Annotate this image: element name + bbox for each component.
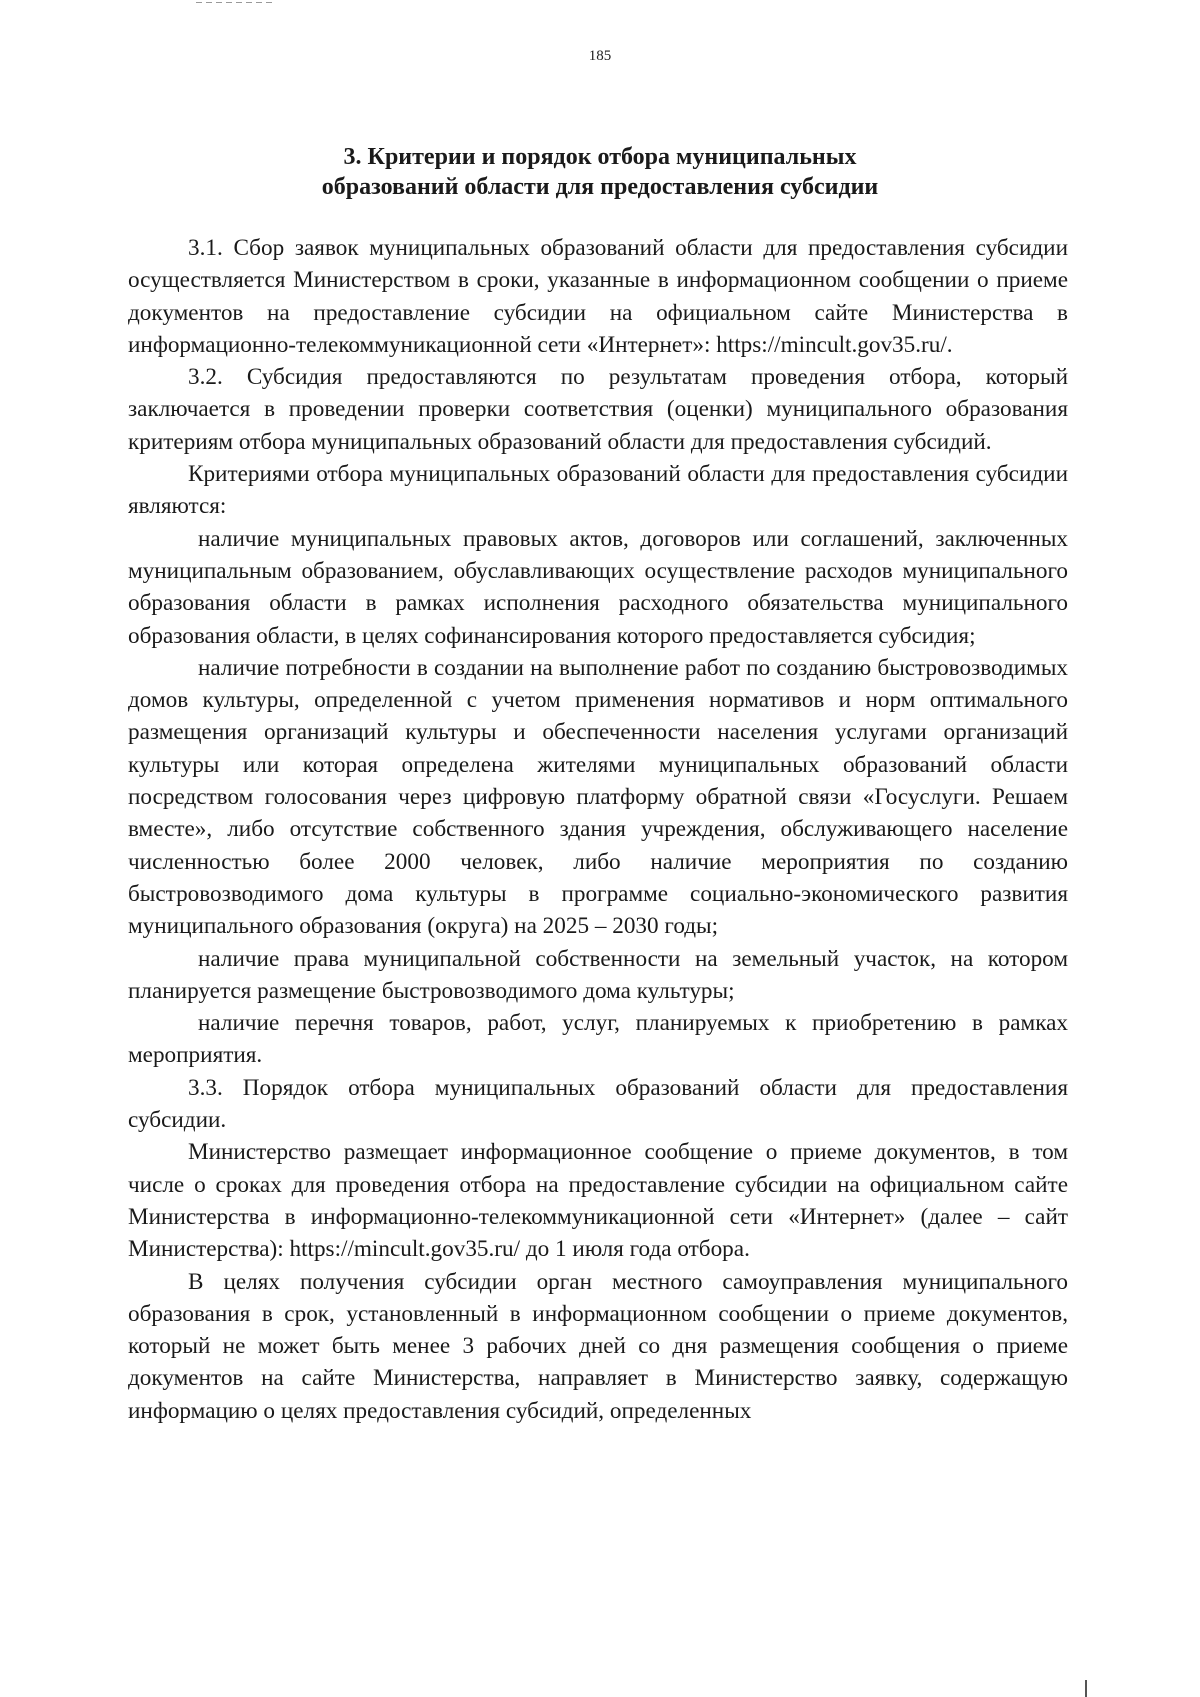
section-heading [130, 142, 1070, 202]
paragraph-3-2: 3.2. Субсидия предоставляются по результатам проведения отбора, который заключается в проведении проверки соответствия (оценки) муниципального образования критериям отбора муниципальных образований области для предоставления субсидий. [128, 364, 1068, 455]
page-number: 185 [588, 48, 612, 64]
section-heading-line-2: образований области для предоставления субсидии [321, 174, 879, 200]
paragraph-application: В целях получения субсидии орган местного самоуправления муниципального образования в срок, установленный в информационном сообщении о приеме документов, который не может быть менее 3 рабочих дней со дня размещения сообщения о приеме документов на сайте Министерства, направляет в Министерство заявку, содержащую информацию о целях предоставления субсидий, определенных [128, 1268, 1068, 1424]
paragraph-criteria-intro: Критериями отбора муниципальных образований области для предоставления субсидии являются: [128, 461, 1068, 520]
criterion-item: наличие перечня товаров, работ, услуг, планируемых к приобретению в рамках мероприятия. [128, 1010, 1068, 1069]
paragraph-3-1: 3.1. Сбор заявок муниципальных образований области для предоставления субсидии осуществляется Министерством в сроки, указанные в информационном сообщении о приеме документов на предоставление субсидии на официальном сайте Министерства в информационно-телекоммуникационной сети «Интернет»: https://mincult.gov35.ru/. [128, 235, 1068, 358]
criterion-item: наличие права муниципальной собственности на земельный участок, на котором планируется размещение быстровозводимого дома культуры; [128, 945, 1068, 1004]
paragraph-3-3: 3.3. Порядок отбора муниципальных образований области для предоставления субсидии. [128, 1074, 1068, 1134]
paragraph-announcement: Министерство размещает информационное сообщение о приеме документов, в том числе о сроках для проведения отбора на предоставление субсидии на официальном сайте Министерства в информационно-телекоммуникационной сети «Интернет» (далее – сайт Министерства): https://mincult.gov35.ru/ до 1 июля года отбора. [128, 1139, 1068, 1263]
body-text [128, 232, 1068, 1427]
section-heading-line-1: 3. Критерии и порядок отбора муниципальных [343, 144, 857, 170]
scan-artifact [196, 2, 276, 3]
scan-artifact [1085, 1680, 1087, 1697]
criterion-item: наличие муниципальных правовых актов, договоров или соглашений, заключенных муниципальным образованием, обуславливающих осуществление расходов муниципального образования области в рамках исполнения расходного обязательства муниципального образования области, в целях софинансирования которого предоставляется субсидия; [128, 525, 1068, 649]
criterion-item: наличие потребности в создании на выполнение работ по созданию быстровозводимых домов культуры, определенной с учетом применения нормативов и норм оптимального размещения организаций культуры и обеспеченности населения услугами организаций культуры или которая определена жителями муниципальных образований области посредством голосования через цифровую платформу обратной связи «Госуслуги. Решаем вместе», либо отсутствие собственного здания учреждения, обслуживающего население численностью более 2000 человек, либо наличие мероприятия по созданию быстровозводимого дома культуры в программе социально-экономического развития муниципального образования (округа) на 2025 – 2030 годы; [128, 654, 1068, 940]
